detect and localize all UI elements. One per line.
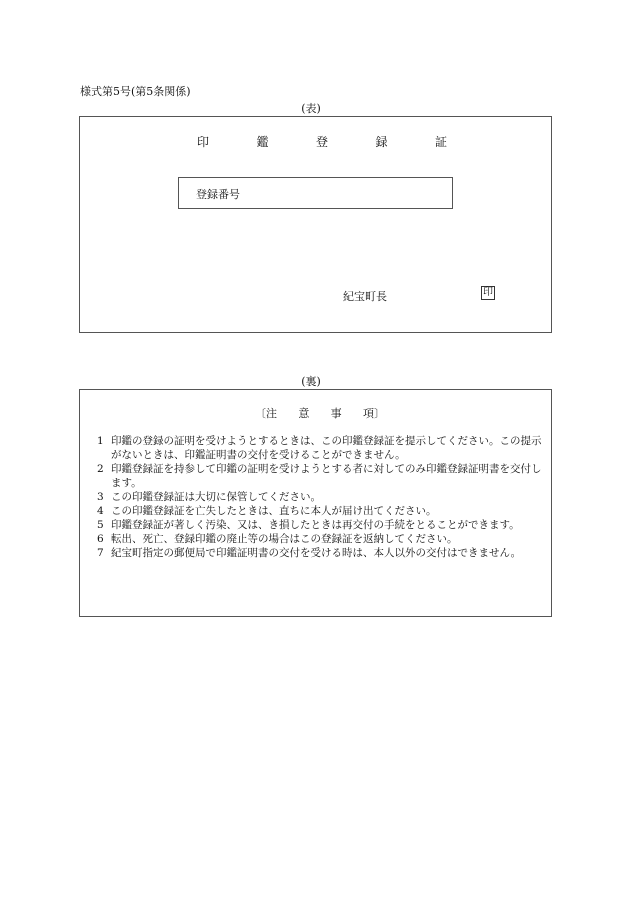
note-text: 転出、死亡、登録印鑑の廃止等の場合はこの登録証を返納してください。 [111,533,458,545]
note-item [97,518,550,532]
notice-char: 意 [298,407,310,420]
note-number: 7 [97,547,104,559]
notes-list [97,434,550,560]
note-text: 印鑑の登録の証明を受けようとするときは、この印鑑登録証を提示してください。この提示がないときは、印鑑証明書の交付を受けることができません。 [111,435,542,461]
note-number: 3 [97,491,104,503]
notice-char: 事 [330,407,342,420]
note-number: 1 [97,435,104,447]
front-side-label: (表) [301,102,321,115]
note-text: 印鑑登録証が著しく汚染、又は、き損したときは再交付の手続をとることができます。 [111,519,520,531]
note-text: 紀宝町指定の郵便局で印鑑証明書の交付を受ける時は、本人以外の交付はできません。 [111,547,522,559]
notice-char: 〔注 [255,407,277,420]
note-number: 2 [97,463,104,475]
note-item [97,546,550,560]
registration-number-label: 登録番号 [196,188,240,201]
title-char: 録 [375,135,388,149]
note-number: 5 [97,519,104,531]
notice-title [255,405,385,421]
card-title [197,133,447,150]
notice-char: 項〕 [362,407,385,420]
note-item [97,504,550,518]
note-number: 6 [97,533,104,545]
title-char: 登 [315,135,328,149]
title-char: 鑑 [256,135,269,149]
note-item [97,532,550,546]
note-text: この印鑑登録証は大切に保管してください。 [111,491,321,503]
note-text: この印鑑登録証を亡失したときは、直ちに本人が届け出てください。 [111,505,437,517]
note-item [97,490,550,504]
note-text: 印鑑登録証を持参して印鑑の証明を受けようとする者に対してのみ印鑑登録証明書を交付します。 [111,463,542,489]
back-side-label: (裏) [301,375,321,388]
form-reference: 様式第5号(第5条関係) [80,85,191,98]
title-char: 印 [197,135,210,149]
seal-icon: 印 [483,287,493,298]
issuer-name: 紀宝町長 [343,290,387,303]
note-item [97,462,550,490]
note-number: 4 [97,505,104,517]
title-char: 証 [434,135,447,149]
note-item [97,434,550,462]
